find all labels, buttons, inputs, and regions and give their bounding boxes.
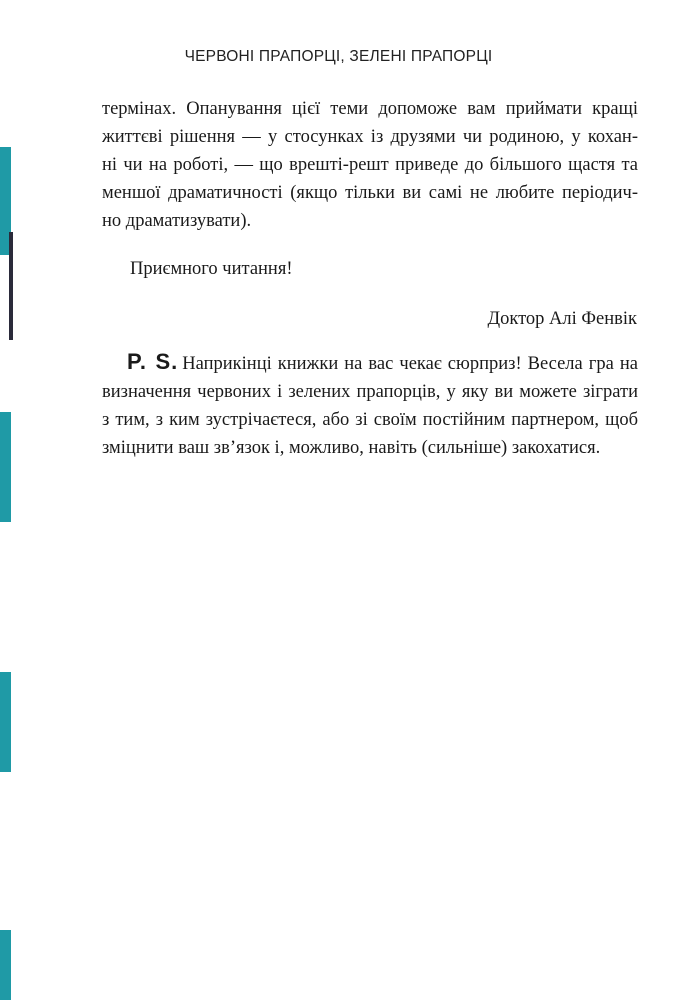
text-line [102,348,638,378]
postscript-label: P. S. [127,349,179,374]
page-edge-marker [9,232,13,340]
text-line-content: Наприкінці книжки на вас чекає сюрприз! Весела гра на [182,354,638,374]
closing-greeting: Приємного читання! [130,259,293,279]
page-edge-marker [0,412,11,522]
page-edge-marker [0,930,11,1000]
text-line: зміцнити ваш зв’язок і, можливо, навіть (сильніше) закохатися. [102,438,601,458]
author-signature: Доктор Алі Фенвік [487,309,637,329]
running-header: ЧЕРВОНІ ПРАПОРЦІ, ЗЕЛЕНІ ПРАПОРЦІ [184,48,493,65]
text-line: життєві рішення — у стосунках із друзями чи родиною, у кохан- [102,127,638,147]
text-line: визначення червоних і зелених прапорців, у яку ви можете зіграти [102,382,638,402]
page-edge-marker [0,672,11,772]
text-line: но драматизувати). [102,211,252,231]
text-line: з тим, з ким зустрічаєтеся, або зі своїм постійним партнером, щоб [102,410,638,430]
text-line: термінах. Опанування цієї теми допоможе вам приймати кращі [102,99,638,119]
postscript-paragraph [102,348,638,462]
text-line: ні чи на роботі, — що врешті-решт приведе до більшого щастя та [102,155,638,175]
text-line: меншої драматичності (якщо тільки ви самі не любите періодич- [102,183,638,203]
paragraph-continuation [102,95,638,235]
